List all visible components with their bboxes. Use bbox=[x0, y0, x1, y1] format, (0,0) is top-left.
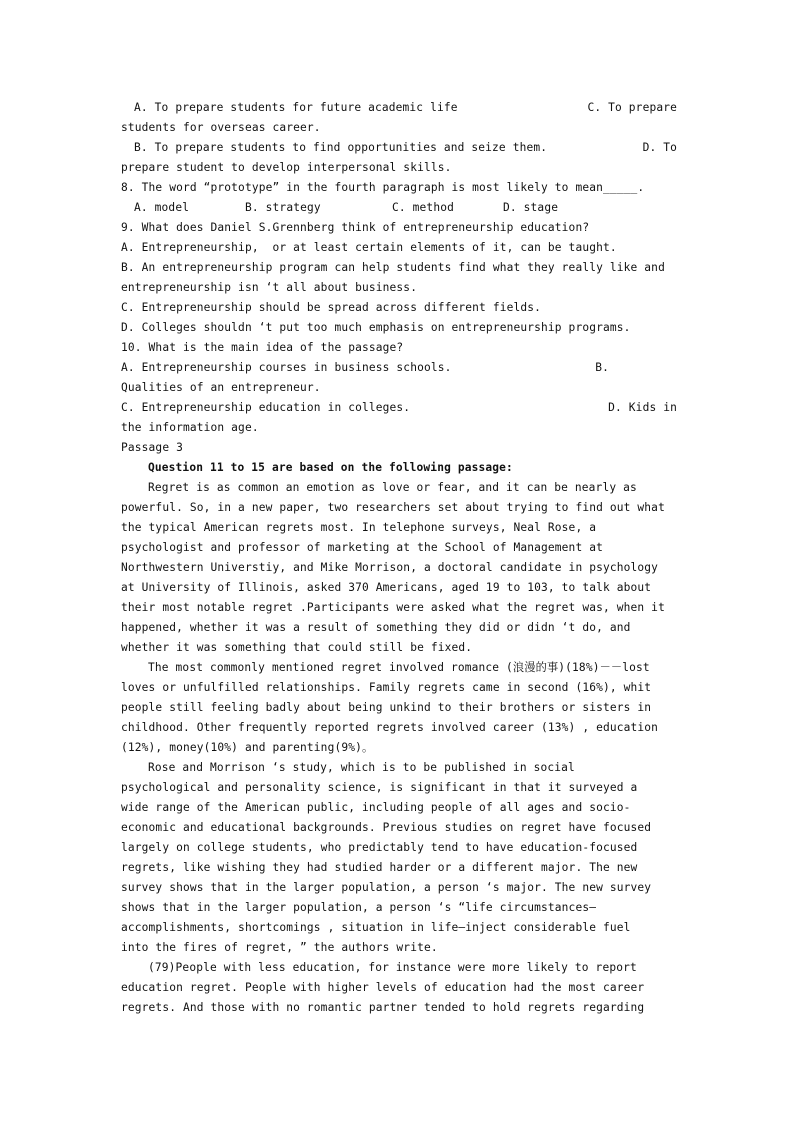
q8-stem: 8. The word “prototype” in the fourth paragraph is most likely to mean_____. bbox=[121, 181, 645, 194]
q10-option-b-start: B. bbox=[595, 361, 609, 374]
option-line bbox=[121, 358, 677, 378]
passage-line: shows that in the larger population, a person ‘s “life circumstances— bbox=[121, 901, 597, 914]
q8-option-d: D. stage bbox=[503, 201, 559, 214]
passage-line: education regret. People with higher levels of education had the most career bbox=[121, 981, 645, 994]
q10-option-a: A. Entrepreneurship courses in business schools. bbox=[121, 361, 452, 374]
passage-line: economic and educational backgrounds. Previous studies on regret have focused bbox=[121, 821, 652, 834]
q9-option-b-continued: entrepreneurship isn ‘t all about business. bbox=[121, 281, 418, 294]
passage-line: into the fires of regret, ” the authors write. bbox=[121, 941, 438, 954]
q7-option-a: A. To prepare students for future academic life bbox=[134, 101, 458, 114]
q10-stem: 10. What is the main idea of the passage? bbox=[121, 341, 404, 354]
q7-option-b: B. To prepare students to find opportunities and seize them. bbox=[134, 141, 548, 154]
q7-option-c-start: C. To prepare bbox=[587, 101, 677, 114]
passage-line: their most notable regret .Participants were asked what the regret was, when it bbox=[121, 601, 665, 614]
passage-instruction: Question 11 to 15 are based on the following passage: bbox=[148, 461, 513, 474]
passage-line: the typical American regrets most. In telephone surveys, Neal Rose, a bbox=[121, 521, 597, 534]
passage-line: The most commonly mentioned regret involved romance (浪漫的事)(18%)－－lost bbox=[148, 661, 650, 674]
q8-option-c: C. method bbox=[392, 201, 454, 214]
passage-line: largely on college students, who predictably tend to have education-focused bbox=[121, 841, 638, 854]
q10-option-d-continued: the information age. bbox=[121, 421, 259, 434]
q9-stem: 9. What does Daniel S.Grennberg think of entrepreneurship education? bbox=[121, 221, 590, 234]
q8-option-b: B. strategy bbox=[245, 201, 321, 214]
option-line bbox=[121, 98, 677, 118]
passage-line: childhood. Other frequently reported regrets involved career (13%) , education bbox=[121, 721, 659, 734]
q9-option-b: B. An entrepreneurship program can help students find what they really like and bbox=[121, 261, 665, 274]
passage-line: (12%), money(10%) and parenting(9%)。 bbox=[121, 741, 374, 754]
passage-line: whether it was something that could still be fixed. bbox=[121, 641, 473, 654]
q10-option-b-continued: Qualities of an entrepreneur. bbox=[121, 381, 321, 394]
passage-line: psychologist and professor of marketing at the School of Management at bbox=[121, 541, 603, 554]
passage-line: psychological and personality science, is significant in that it surveyed a bbox=[121, 781, 638, 794]
q8-option-a: A. model bbox=[134, 201, 190, 214]
passage-title: Passage 3 bbox=[121, 441, 183, 454]
q10-option-d-start: D. Kids in bbox=[608, 401, 677, 414]
q9-option-a: A. Entrepreneurship, or at least certain elements of it, can be taught. bbox=[121, 241, 617, 254]
passage-line: survey shows that in the larger population, a person ‘s major. The new survey bbox=[121, 881, 652, 894]
passage-line: Regret is as common an emotion as love or fear, and it can be nearly as bbox=[148, 481, 637, 494]
q8-options bbox=[121, 198, 677, 218]
passage-line: Rose and Morrison ‘s study, which is to be published in social bbox=[148, 761, 575, 774]
passage-line: people still feeling badly about being unkind to their brothers or sisters in bbox=[121, 701, 652, 714]
q9-option-c: C. Entrepreneurship should be spread across different fields. bbox=[121, 301, 542, 314]
passage-line: loves or unfulfilled relationships. Family regrets came in second (16%), whit bbox=[121, 681, 652, 694]
passage-line: accomplishments, shortcomings , situation in life—inject considerable fuel bbox=[121, 921, 631, 934]
q7-option-d-continued: prepare student to develop interpersonal skills. bbox=[121, 161, 452, 174]
passage-line: wide range of the American public, including people of all ages and socio- bbox=[121, 801, 631, 814]
option-line bbox=[121, 398, 677, 418]
q7-option-c-continued: students for overseas career. bbox=[121, 121, 321, 134]
passage-line: (79)People with less education, for instance were more likely to report bbox=[148, 961, 637, 974]
passage-line: happened, whether it was a result of something they did or didn ‘t do, and bbox=[121, 621, 631, 634]
passage-line: regrets. And those with no romantic partner tended to hold regrets regarding bbox=[121, 1001, 645, 1014]
q7-option-d-start: D. To bbox=[642, 141, 677, 154]
q10-option-c: C. Entrepreneurship education in colleges. bbox=[121, 401, 411, 414]
document-body bbox=[121, 98, 677, 1018]
q9-option-d: D. Colleges shouldn ‘t put too much emphasis on entrepreneurship programs. bbox=[121, 321, 631, 334]
passage-line: powerful. So, in a new paper, two researchers set about trying to find out what bbox=[121, 501, 665, 514]
passage-line: Northwestern Universtiy, and Mike Morrison, a doctoral candidate in psychology bbox=[121, 561, 659, 574]
option-line bbox=[121, 138, 677, 158]
passage-line: regrets, like wishing they had studied harder or a different major. The new bbox=[121, 861, 638, 874]
passage-line: at University of Illinois, asked 370 Americans, aged 19 to 103, to talk about bbox=[121, 581, 652, 594]
